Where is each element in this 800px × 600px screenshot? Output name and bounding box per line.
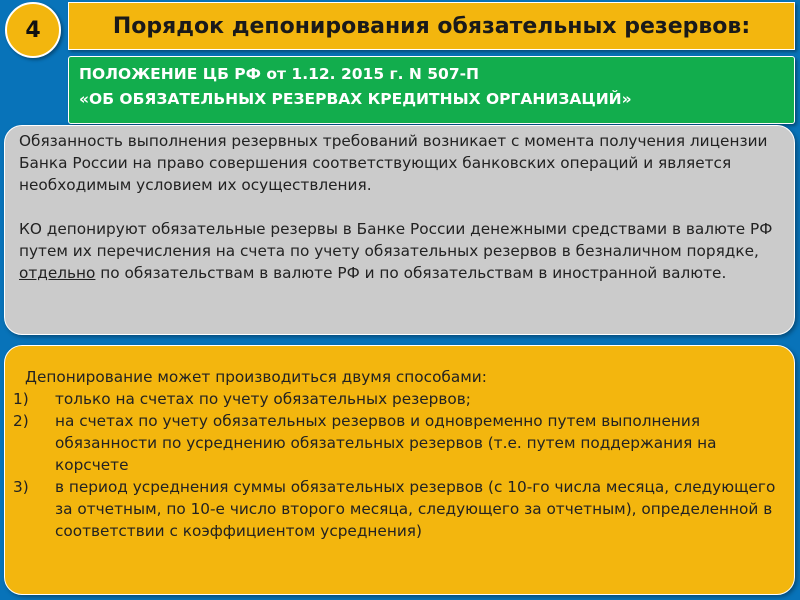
- list-item: [13, 388, 784, 410]
- info-paragraph-2: [19, 218, 784, 284]
- methods-panel: [4, 345, 795, 595]
- list-item-text: только на счетах по учету обязательных резервов;: [55, 390, 471, 408]
- methods-intro: Депонирование может производиться двумя способами:: [25, 368, 487, 386]
- list-item-number: 2): [13, 412, 29, 430]
- page-title: Порядок депонирования обязательных резервов:: [112, 13, 751, 39]
- info-paragraph-2-end: по обязательствам в валюте РФ и по обязательствам в иностранной валюте.: [95, 264, 727, 282]
- regulation-box: [68, 56, 795, 124]
- info-panel: [4, 125, 795, 335]
- list-item: [13, 476, 784, 542]
- list-item-text: на счетах по учету обязательных резервов и одновременно путем выполнения обязанности по усреднению обязательных резервов (т.е. путем поддержания на корсчете: [55, 412, 717, 474]
- title-bar: [68, 2, 795, 50]
- list-item-number: 3): [13, 478, 29, 496]
- regulation-line-1: ПОЛОЖЕНИЕ ЦБ РФ от 1.12. 2015 г. N 507-П: [79, 65, 480, 83]
- list-item-text: в период усреднения суммы обязательных резервов (с 10-го числа месяца, следующего за отчетным, по 10-е число второго месяца, следующего за отчетным), определенной в соответствии с коэффициентом усреднения): [55, 478, 776, 540]
- methods-list: [13, 388, 784, 542]
- list-item: [13, 410, 784, 476]
- list-item-number: 1): [13, 390, 29, 408]
- underlined-word: отдельно: [19, 264, 96, 282]
- slide-number: 4: [25, 17, 41, 43]
- regulation-line-2: «ОБ ОБЯЗАТЕЛЬНЫХ РЕЗЕРВАХ КРЕДИТНЫХ ОРГАНИЗАЦИЙ»: [79, 90, 632, 108]
- slide-number-badge: [5, 2, 61, 58]
- info-paragraph-1: Обязанность выполнения резервных требований возникает с момента получения лицензии Банка России на право совершения соответствующих банковских операций и является необходимым условием их осуществления.: [19, 132, 768, 194]
- info-paragraph-2-start: КО депонируют обязательные резервы в Банке России денежными средствами в валюте РФ путем их перечисления на счета по учету обязательных резервов в безналичном порядке,: [19, 220, 773, 260]
